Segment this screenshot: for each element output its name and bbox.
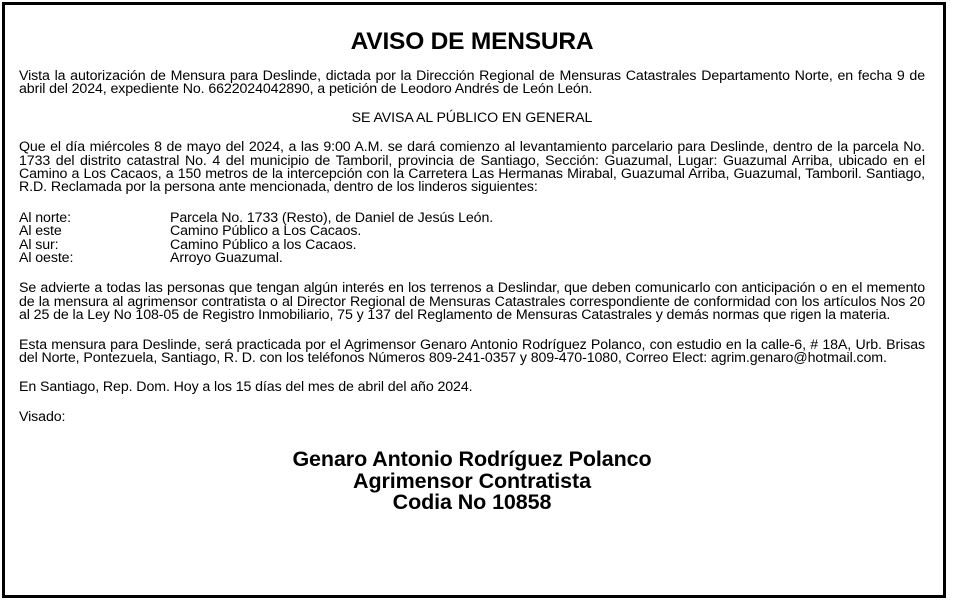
details-paragraph: Que el día miércoles 8 de mayo del 2024, a las 9:00 A.M. se dará comienzo al levantamiento parcelario para Deslinde, dentro de la parcela No. 1733 del distrito catastral No. 4 del municipio de Tamboril, provincia de Santiago, Sección: Guazumal, Lugar: Guazumal Arriba, ubicado en el Camino a Los Cacaos, a 150 metros de la intercepción con la Carretera Las Hermanas Mirabal, Guazumal Arriba, Guazumal, Tamboril. Santiago, R.D. Reclamada por la persona ante mencionada, dentro de los linderos siguientes:	[19, 139, 925, 196]
boundary-row-north	[19, 209, 925, 226]
boundaries-list	[19, 209, 925, 267]
boundary-value: Parcela No. 1733 (Resto), de Daniel de Jesús León.	[170, 209, 494, 226]
date-line: En Santiago, Rep. Dom. Hoy a los 15 días del mes de abril del año 2024.	[19, 379, 473, 396]
intro-paragraph: Vista la autorización de Mensura para Deslinde, dictada por la Dirección Regional de Mensuras Catastrales Departamento Norte, en fecha 9 de abril del 2024, expediente No. 6622024042890, a petición de Leodoro Andrés de León León.	[19, 68, 925, 98]
signature-role: Agrimensor Contratista	[353, 468, 591, 493]
notice-content	[19, 28, 925, 514]
signature-codia: Codia No 10858	[392, 490, 552, 515]
boundary-row-south	[19, 236, 925, 253]
boundary-label: Al norte:	[19, 209, 71, 226]
visado-label: Visado:	[19, 408, 66, 425]
boundary-row-east	[19, 225, 925, 238]
boundary-value: Arroyo Guazumal.	[170, 250, 283, 267]
public-notice-heading: SE AVISA AL PÚBLICO EN GENERAL	[351, 109, 593, 126]
boundary-label: Al este	[19, 223, 62, 240]
boundary-label: Al sur:	[19, 236, 59, 253]
signature-name: Genaro Antonio Rodríguez Polanco	[292, 447, 652, 472]
boundary-value: Camino Público a Los Cacaos.	[170, 223, 362, 240]
surveyor-info-paragraph: Esta mensura para Deslinde, será practicada por el Agrimensor Genaro Antonio Rodríguez Polanco, con estudio en la calle-6, # 18A, Urb. Brisas del Norte, Pontezuela, Santiago, R. D. con los teléfonos Números 809-241-0357 y 809-470-1080, Correo Elect: agrim.genaro@hotmail.com.	[19, 336, 925, 367]
signature-block	[19, 449, 925, 514]
notice-title: AVISO DE MENSURA	[350, 28, 594, 55]
boundary-value: Camino Público a los Cacaos.	[170, 236, 357, 253]
warning-paragraph: Se advierte a todas las personas que tengan algún interés en los terrenos a Deslindar, que deben comunicarlo con anticipación o en el memento de la mensura al agrimensor contratista o al Director Regional de Mensuras Catastrales correspondiente de conformidad con los artículos Nos 20 al 25 de la Ley No 108-05 de Registro Inmobiliario, 75 y 137 del Reglamento de Mensuras Catastrales y demás normas que rigen la materia.	[19, 280, 925, 324]
boundary-label: Al oeste:	[19, 250, 74, 267]
boundary-row-west	[19, 252, 925, 265]
